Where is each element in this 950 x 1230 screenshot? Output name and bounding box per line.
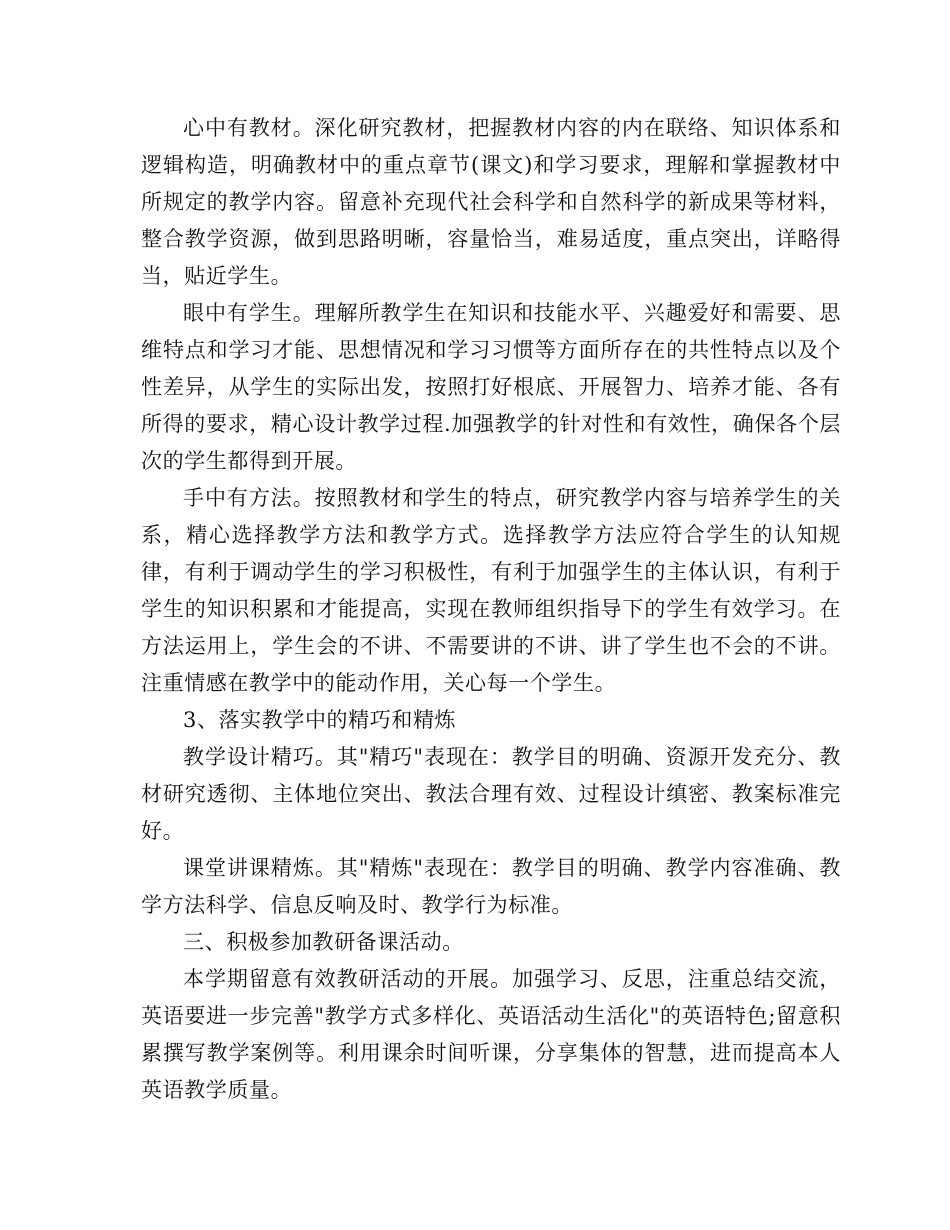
- paragraph-textbook: 心中有教材。深化研究教材，把握教材内容的内在联络、知识体系和逻辑构造，明确教材中的重点章节(课文)和学习要求，理解和掌握教材中所规定的教学内容。留意补充现代社会科学和自然科学的新成果等材料，整合教学资源，做到思路明晰，容量恰当，难易适度，重点突出，详略得当，贴近学生。: [141, 116, 841, 288]
- paragraph-design: 教学设计精巧。其"精巧"表现在：教学目的明确、资源开发充分、教材研究透彻、主体地位突出、教法合理有效、过程设计缜密、教案标准完好。: [141, 745, 841, 843]
- document-body: [141, 110, 841, 1109]
- paragraph-research: 本学期留意有效教研活动的开展。加强学习、反思，注重总结交流，英语要进一步完善"教学方式多样化、英语活动生活化"的英语特色;留意积累撰写教学案例等。利用课余时间听课，分享集体的智慧，进而提高本人英语教学质量。: [141, 967, 841, 1102]
- section-heading-three: 三、积极参加教研备课活动。: [183, 930, 464, 954]
- paragraph-lecture: 课堂讲课精炼。其"精炼"表现在：教学目的明确、教学内容准确、教学方法科学、信息反响及时、教学行为标准。: [141, 856, 841, 917]
- paragraph-students: 眼中有学生。理解所教学生在知识和技能水平、兴趣爱好和需要、思维特点和学习才能、思想情况和学习习惯等方面所存在的共性特点以及个性差异，从学生的实际出发，按照打好根底、开展智力、培养才能、各有所得的要求，精心设计教学过程.加强教学的针对性和有效性，确保各个层次的学生都得到开展。: [141, 301, 841, 473]
- section-heading-3: 3、落实教学中的精巧和精炼: [183, 708, 457, 732]
- paragraph-methods: 手中有方法。按照教材和学生的特点，研究教学内容与培养学生的关系，精心选择教学方法和教学方式。选择教学方法应符合学生的认知规律，有利于调动学生的学习积极性，有利于加强学生的主体认识，有利于学生的知识积累和才能提高，实现在教师组织指导下的学生有效学习。在方法运用上，学生会的不讲、不需要讲的不讲、讲了学生也不会的不讲。注重情感在教学中的能动作用，关心每一个学生。: [141, 486, 841, 695]
